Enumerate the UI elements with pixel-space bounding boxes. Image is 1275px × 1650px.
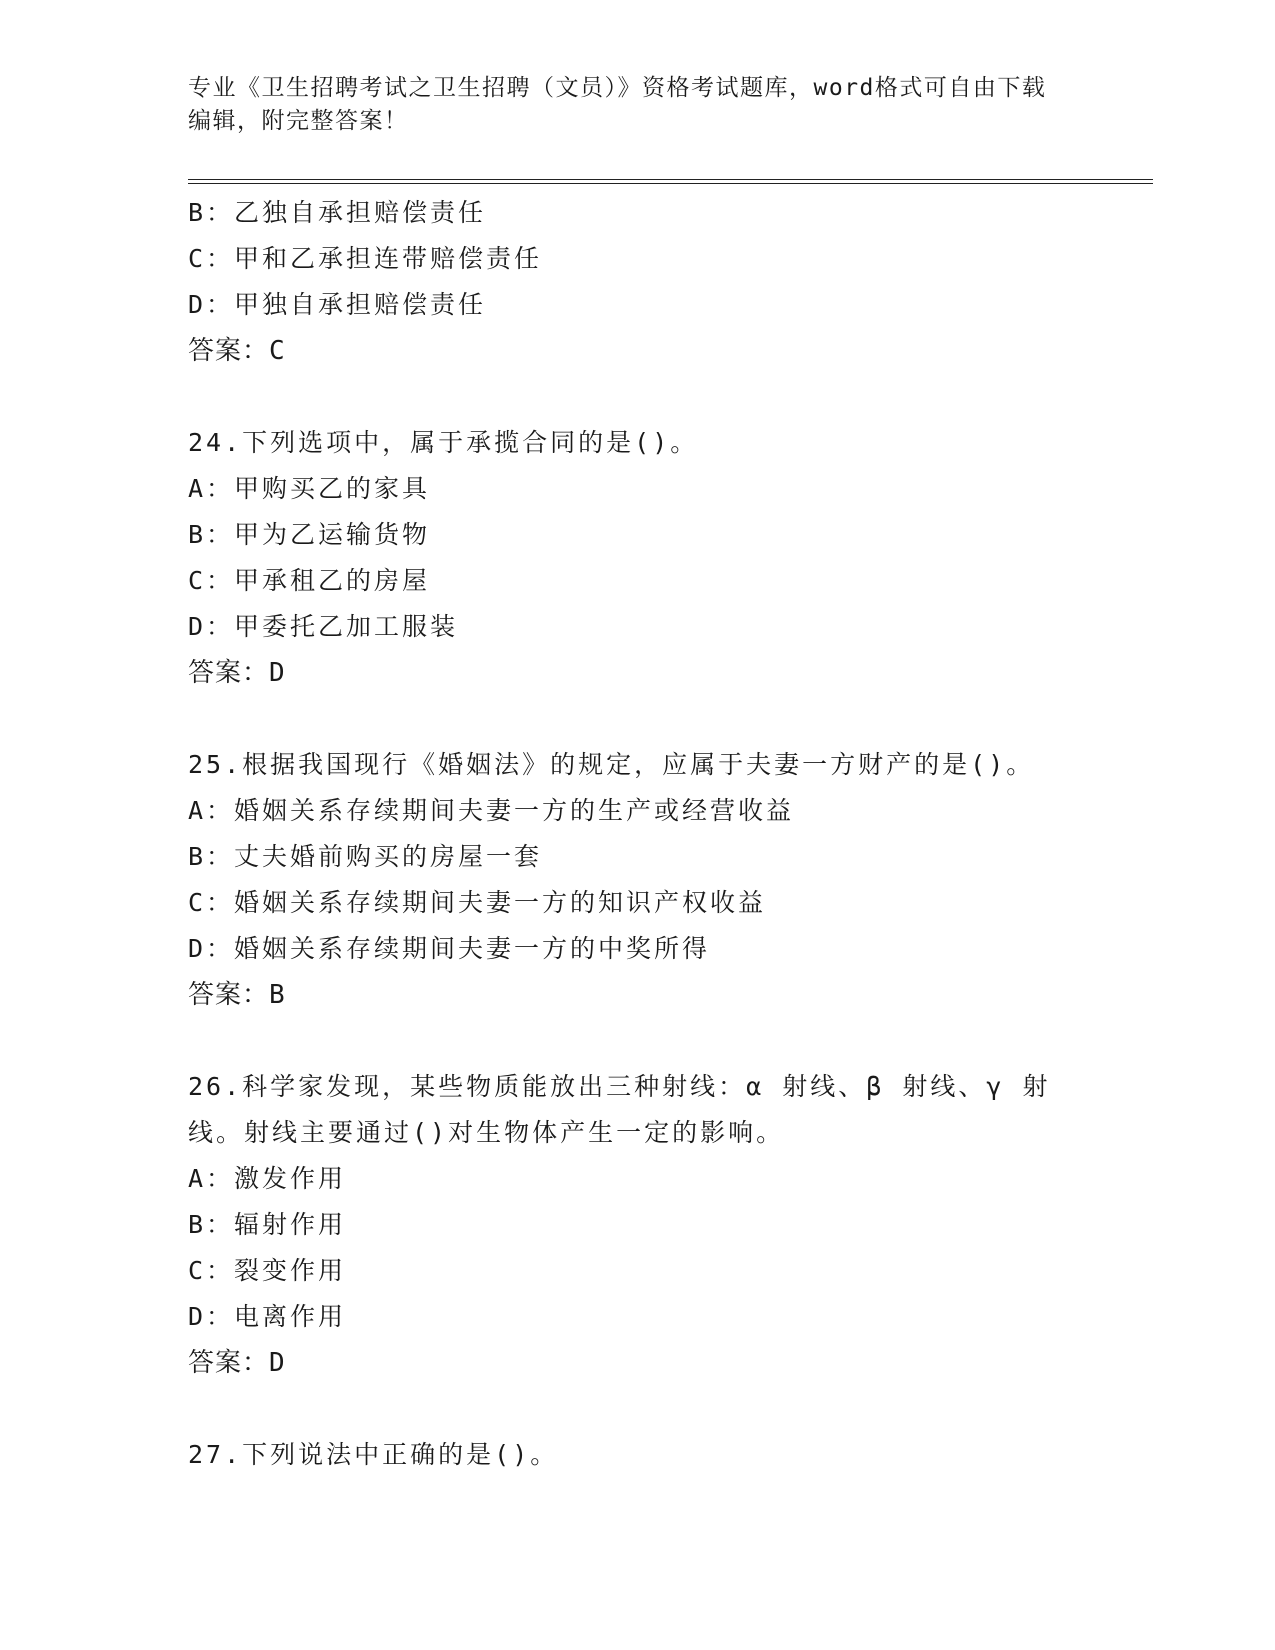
question-list — [188, 190, 1088, 1478]
option-c: C：婚姻关系存续期间夫妻一方的知识产权收益 — [188, 888, 767, 917]
option-c: C：裂变作用 — [188, 1256, 347, 1285]
spacer — [188, 1018, 1088, 1064]
answer-label: 答案： — [188, 336, 270, 366]
option-b: B：甲为乙运输货物 — [188, 520, 431, 549]
question-25 — [188, 742, 1088, 1018]
answer-line — [188, 1340, 1088, 1386]
header-rule-bottom — [188, 183, 1153, 184]
option-d: D：甲独自承担赔偿责任 — [188, 290, 487, 319]
header-line-1: 专业《卫生招聘考试之卫生招聘（文员）》资格考试题库，word格式可自由下载 — [188, 75, 1047, 101]
question-stem: 25.根据我国现行《婚姻法》的规定，应属于夫妻一方财产的是()。 — [188, 750, 1035, 779]
question-27 — [188, 1432, 1088, 1478]
answer-line — [188, 328, 1088, 374]
question-stem-line-2: 线。射线主要通过()对生物体产生一定的影响。 — [188, 1118, 785, 1147]
document-header — [188, 72, 1088, 138]
spacer — [188, 1386, 1088, 1432]
answer-value: C — [269, 336, 286, 366]
answer-label: 答案： — [188, 658, 270, 688]
question-23-continued — [188, 190, 1088, 374]
answer-label: 答案： — [188, 1348, 270, 1378]
answer-line — [188, 972, 1088, 1018]
answer-value: D — [269, 658, 286, 688]
option-a: A：甲购买乙的家具 — [188, 474, 431, 503]
option-d: D：婚姻关系存续期间夫妻一方的中奖所得 — [188, 934, 711, 963]
answer-value: D — [269, 1348, 286, 1378]
header-line-2: 编辑，附完整答案！ — [188, 108, 409, 134]
question-stem-line-1: 26.科学家发现，某些物质能放出三种射线：α 射线、β 射线、γ 射 — [188, 1072, 1051, 1101]
answer-value: B — [269, 980, 286, 1010]
question-stem: 27.下列说法中正确的是()。 — [188, 1440, 559, 1469]
question-24 — [188, 420, 1088, 696]
option-b: B：辐射作用 — [188, 1210, 347, 1239]
option-a: A：婚姻关系存续期间夫妻一方的生产或经营收益 — [188, 796, 795, 825]
question-stem: 24.下列选项中，属于承揽合同的是()。 — [188, 428, 699, 457]
option-a: A：激发作用 — [188, 1164, 347, 1193]
option-d: D：甲委托乙加工服装 — [188, 612, 459, 641]
option-c: C：甲和乙承担连带赔偿责任 — [188, 244, 543, 273]
option-b: B：丈夫婚前购买的房屋一套 — [188, 842, 543, 871]
spacer — [188, 374, 1088, 420]
option-b: B：乙独自承担赔偿责任 — [188, 198, 487, 227]
option-c: C：甲承租乙的房屋 — [188, 566, 431, 595]
header-rule-top — [188, 179, 1153, 180]
question-26 — [188, 1064, 1088, 1386]
option-d: D：电离作用 — [188, 1302, 347, 1331]
spacer — [188, 696, 1088, 742]
answer-line — [188, 650, 1088, 696]
answer-label: 答案： — [188, 980, 270, 1010]
